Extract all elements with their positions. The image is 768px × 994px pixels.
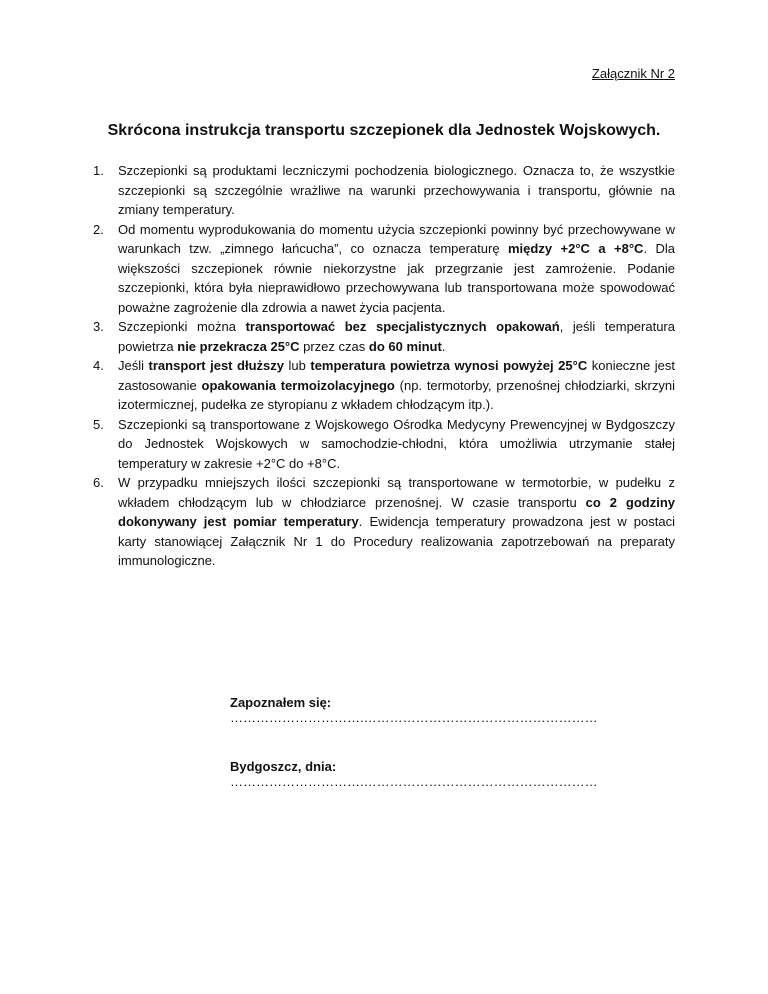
text: . Dla większości szczepionek równie niekorzystne jak przegrzanie jest zamrożenie. Podanie szczepionki, która była nieprawidłowo przechowywana lub transportowana może spowodować poważne zagrożenie dla zdrowia a nawet życia pacjenta. (118, 241, 675, 315)
list-item (93, 317, 675, 356)
text: Szczepionki są transportowane z Wojskowego Ośrodka Medycyny Prewencyjnej w Bydgoszczy do Jednostek Wojskowych w samochodzie-chłodni, która umożliwia utrzymanie stałej temperatury w zakresie +2°C do +8°C. (118, 416, 675, 471)
list-item-number: 2. (93, 221, 104, 237)
list-item-number: 5. (93, 416, 104, 432)
bold-text: między +2°C a +8°C (508, 241, 644, 256)
list-item-number: 4. (93, 358, 104, 373)
text: (np. termotorby, przenośnej chłodziarki, skrzyni izotermicznej, pudełka ze styropianu z wkładem chłodzącym itp.). (118, 377, 675, 412)
bold-text: transport jest dłuższy (148, 358, 284, 373)
bold-text: do 60 minut (368, 338, 442, 354)
text: przez czas (299, 338, 369, 354)
bold-text: transportować bez specjalistycznych opakowań (245, 319, 560, 334)
list-item (93, 415, 675, 474)
bold-text: co 2 godziny dokonywany jest pomiar temperatury (118, 494, 676, 529)
place-date-row (230, 759, 670, 789)
list-item (93, 356, 675, 415)
list-item (93, 220, 675, 318)
text: . Ewidencja temperatury prowadzona jest w postaci karty stanowiącej Załącznik Nr 1 do Procedury realizowania zapotrzebowań na preparaty immunologiczne. (118, 514, 675, 568)
text: . (441, 338, 446, 354)
text: , jeśli temperatura powietrza (118, 319, 675, 354)
bold-text: opakowania termoizolacyjnego (201, 377, 395, 393)
acknowledgement-signature-line: ………………………….……………………………………………… (230, 710, 598, 725)
document-title: Skrócona instrukcja transportu szczepionek dla Jednostek Wojskowych. (107, 122, 661, 139)
text: konieczne jest zastosowanie (118, 358, 676, 393)
bold-text: temperatura powietrza wynosi powyżej 25°C (310, 358, 588, 373)
list-item (93, 161, 675, 220)
acknowledgement-label: Zapoznałem się: (230, 695, 332, 710)
text: Jeśli (118, 358, 149, 373)
text: lub (283, 358, 311, 373)
text: Szczepionki można (118, 319, 246, 334)
place-date-label: Bydgoszcz, dnia: (230, 759, 337, 774)
list-item (93, 473, 675, 571)
acknowledgement-row (230, 695, 670, 725)
bold-text: nie przekracza 25°C (177, 338, 300, 354)
place-date-line: ………………………….……………………………………………… (230, 774, 598, 789)
text: Szczepionki są produktami leczniczymi pochodzenia biologicznego. Oznacza to, że wszystkie szczepionki są szczególnie wrażliwe na warunki przechowywania i transportu, głównie na zmiany temperatury. (118, 163, 675, 217)
list-item-number: 3. (93, 319, 104, 334)
annex-label: Załącznik Nr 2 (591, 66, 675, 81)
list-item-number: 6. (93, 475, 104, 490)
text: W przypadku mniejszych ilości szczepionki są transportowane w termotorbie, w pudełku z wkładem chłodzącym lub w chłodziarce przenośnej. W czasie transportu (118, 475, 675, 510)
text: Od momentu wyprodukowania do momentu użycia szczepionki powinny być przechowywane w warunkach tzw. „zimnego łańcucha”, co oznacza temperaturę (118, 221, 675, 256)
list-item-number: 1. (93, 163, 104, 178)
instruction-list (93, 161, 675, 571)
